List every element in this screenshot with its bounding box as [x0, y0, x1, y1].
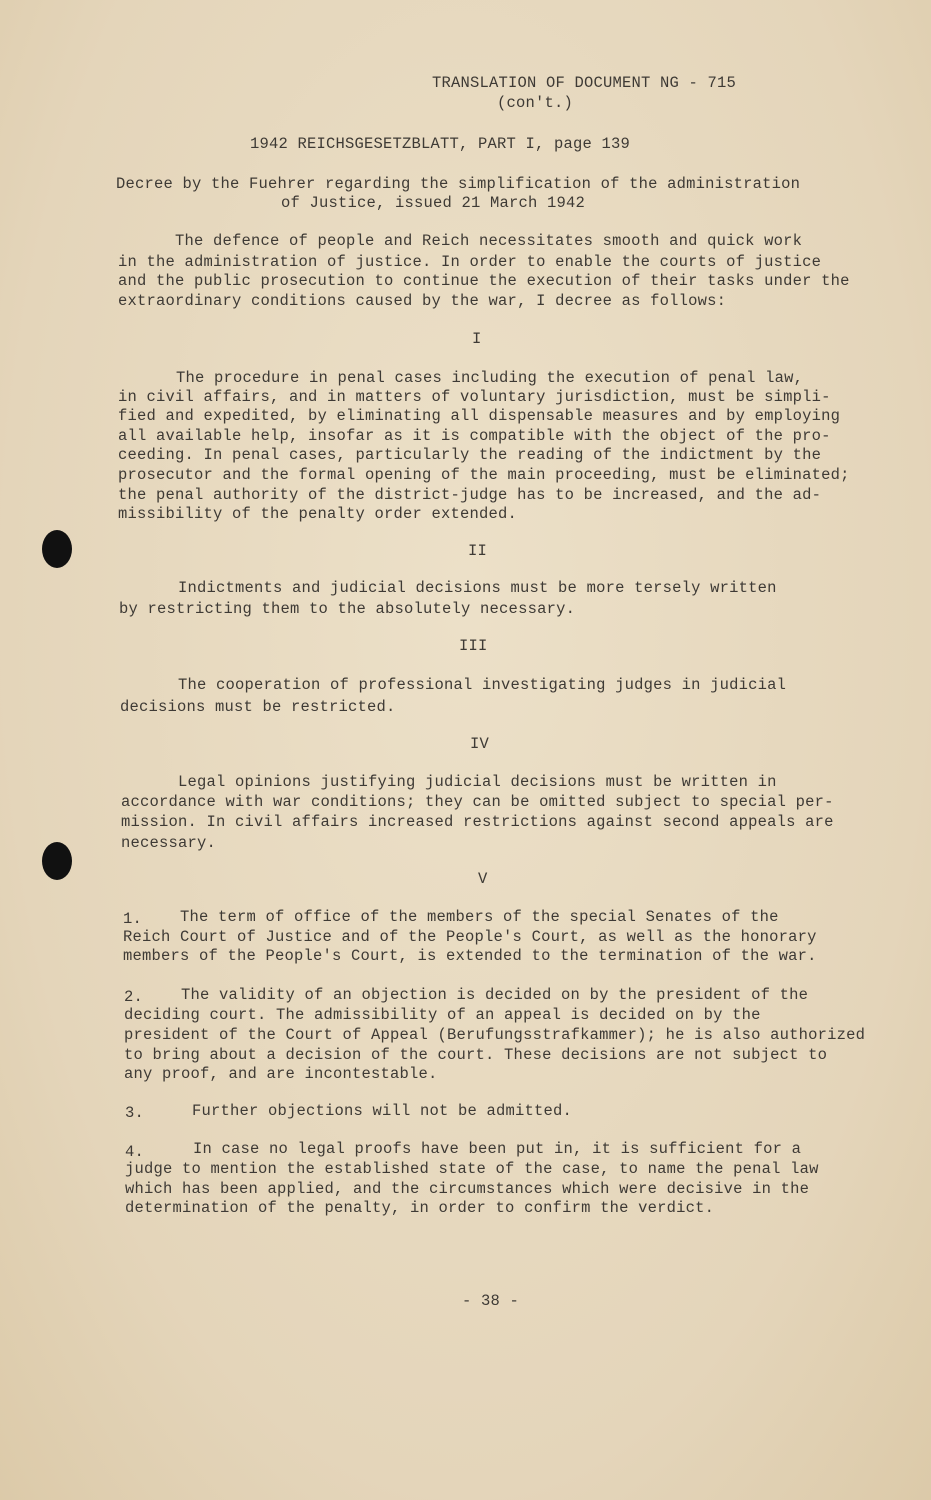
page-number: - 38 -: [462, 1292, 520, 1310]
text-line: deciding court. The admissibility of an appeal is decided on by the: [124, 1006, 761, 1024]
text-line: and the public prosecution to continue the execution of their tasks under the: [118, 272, 850, 290]
text-line: Further objections will not be admitted.: [192, 1102, 573, 1120]
document-title: TRANSLATION OF DOCUMENT NG - 715: [432, 74, 737, 92]
citation: 1942 REICHSGESETZBLATT, PART I, page 139: [250, 135, 631, 153]
punch-hole: [42, 530, 72, 568]
text-line: members of the People's Court, is extended to the termination of the war.: [123, 947, 817, 965]
text-line: president of the Court of Appeal (Berufungsstrafkammer); he is also authorized: [124, 1026, 866, 1044]
text-line: The defence of people and Reich necessitates smooth and quick work: [175, 232, 803, 250]
text-line: to bring about a decision of the court. These decisions are not subject to: [124, 1046, 828, 1064]
text-line: 1.: [123, 910, 143, 928]
text-line: Indictments and judicial decisions must be more tersely written: [178, 579, 777, 597]
text-line: mission. In civil affairs increased restrictions against second appeals are: [121, 813, 834, 831]
text-line: In case no legal proofs have been put in, it is sufficient for a: [193, 1140, 802, 1158]
text-line: 3.: [125, 1104, 145, 1122]
punch-hole: [42, 842, 72, 880]
section-numeral-iii: III: [459, 637, 488, 655]
text-line: 2.: [124, 988, 144, 1006]
text-line: fied and expedited, by eliminating all dispensable measures and by employing: [118, 407, 841, 425]
text-line: The cooperation of professional investigating judges in judicial: [178, 676, 787, 694]
text-line: The validity of an objection is decided on by the president of the: [181, 986, 809, 1004]
text-line: in the administration of justice. In order to enable the courts of justice: [118, 253, 822, 271]
text-line: any proof, and are incontestable.: [124, 1065, 438, 1083]
text-line: extraordinary conditions caused by the war, I decree as follows:: [118, 292, 727, 310]
text-line: ceeding. In penal cases, particularly the reading of the indictment by the: [118, 446, 822, 464]
decree-title-line-1: Decree by the Fuehrer regarding the simplification of the administration: [116, 175, 801, 193]
decree-title-line-2: of Justice, issued 21 March 1942: [281, 194, 586, 212]
text-line: prosecutor and the formal opening of the main proceeding, must be eliminated;: [118, 466, 850, 484]
text-line: 4.: [125, 1143, 145, 1161]
text-line: all available help, insofar as it is compatible with the object of the pro-: [118, 427, 831, 445]
text-line: judge to mention the established state of the case, to name the penal law: [125, 1160, 819, 1178]
text-line: accordance with war conditions; they can be omitted subject to special per-: [121, 793, 834, 811]
text-line: decisions must be restricted.: [120, 698, 396, 716]
text-line: by restricting them to the absolutely necessary.: [119, 600, 576, 618]
section-numeral-ii: II: [468, 542, 488, 560]
section-numeral-i: I: [472, 330, 482, 348]
text-line: The procedure in penal cases including the execution of penal law,: [176, 369, 804, 387]
text-line: necessary.: [121, 834, 217, 852]
text-line: in civil affairs, and in matters of voluntary jurisdiction, must be simpli-: [118, 388, 831, 406]
text-line: missibility of the penalty order extended.: [118, 505, 518, 523]
text-line: Reich Court of Justice and of the People's Court, as well as the honorary: [123, 928, 817, 946]
text-line: determination of the penalty, in order to confirm the verdict.: [125, 1199, 715, 1217]
continued-label: (con't.): [497, 94, 574, 112]
section-numeral-v: V: [478, 870, 488, 888]
text-line: which has been applied, and the circumstances which were decisive in the: [125, 1180, 810, 1198]
section-numeral-iv: IV: [470, 735, 490, 753]
text-line: Legal opinions justifying judicial decisions must be written in: [178, 773, 777, 791]
text-line: The term of office of the members of the special Senates of the: [180, 908, 779, 926]
text-line: the penal authority of the district-judge has to be increased, and the ad-: [118, 486, 822, 504]
